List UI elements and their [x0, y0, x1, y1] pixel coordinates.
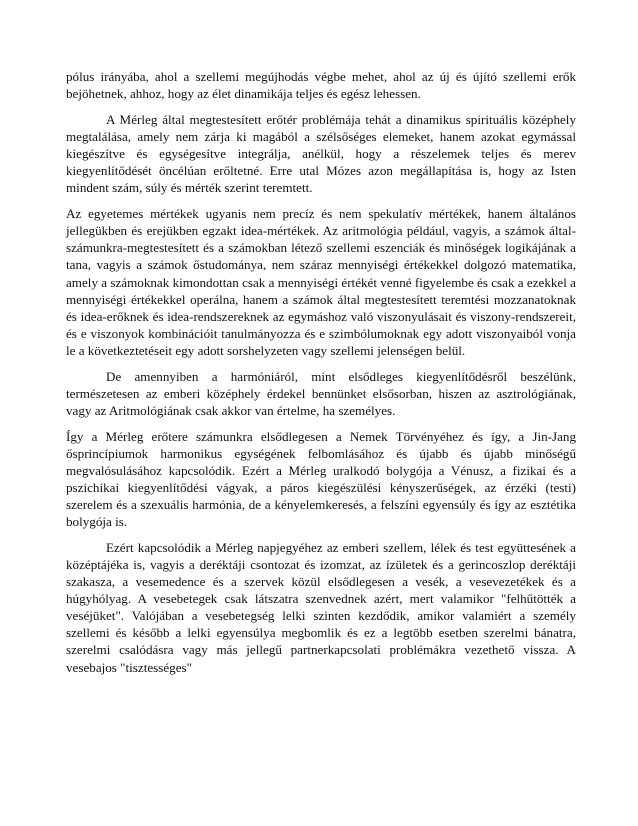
paragraph-6: Ezért kapcsolódik a Mérleg napjegyéhez az emberi szellem, lélek és test együttesének a középtájéka is, vagyis a deréktáji csontozat és izomzat, az ízületek és a gerincoszlop deréktáji szakasza, a vesemedence és a szervek közül elsődlegesen a vesék, a vesevezetékek és a húgyhólyag. A vesebetegek csak látszatra szenvednek azért, mert valamikor "felhűtötték a veséjüket". Valójában a vesebetegség lelki szinten kezdődik, amikor valamiért a személy szellemi és később a lelki egyensúlya megbomlik és ez a legtöbb esetben szerelmi bánatra, szerelmi csalódásra vagy más jellegű partnerkapcsolati problémákra vezethető vissza. A vesebajos "tisztességes"	[66, 540, 576, 675]
paragraph-5: Így a Mérleg erőtere számunkra elsődlegesen a Nemek Törvényéhez és így, a Jin-Jang ősprincípiumok harmonikus egységének felbomlásához és újabb és újabb minőségű megvalósulásához kapcsolódik. Ezért a Mérleg uralkodó bolygója a Vénusz, a fizikai és a pszichikai kiegyenlítődési vágyak, a páros kiegészülési kényszerűségek, az érzéki (testi) szerelem és a szexuális harmónia, de a kényelemkeresés, a felszíni egyensúly és így az esztétika bolygója is.	[66, 428, 576, 530]
paragraph-4: De amennyiben a harmóniáról, mint elsődleges kiegyenlítődésről beszélünk, természetesen az emberi középhely érdekel bennünket elsősorban, hiszen az asztrológiának, vagy az Aritmológiának csak akkor van értelme, ha személyes.	[66, 368, 576, 418]
document-page	[66, 68, 576, 685]
paragraph-3: Az egyetemes mértékek ugyanis nem precíz és nem spekulatív mértékek, hanem általános jellegükben és erejükben egzakt idea-mértékek. Az aritmológia például, vagyis, a számok által-számunkra-megtestesített és a számokban létező szellemi eszenciák és minőségek logikájának a tana, vagyis a számok őstudománya, nem száraz mennyiségi értékekkel dolgozó matematika, amely a számoknak kimondottan csak a mennyiségi értékét venné figyelembe és csak a ezekkel a mennyiségi értékekkel operálna, hanem a számok által megtestesített teremtési mozzanatoknak és idea-erőknek és idea-rendszereknek az egymáshoz való viszonyulásait és viszony-rendszereit, és e viszonyok kombinációit tanulmányozza és e szimbólumoknak egy adott viszonyaiból vonja le a következtetéseit egy adott sorshelyzeten vagy szellemi jelenségen belül.	[66, 206, 576, 358]
paragraph-2: A Mérleg által megtestesített erőtér problémája tehát a dinamikus spirituális középhely megtalálása, amely nem zárja ki magából a szélsőséges elemeket, hanem azokat egymással kiegészítve és egységesítve integrálja, anélkül, hogy a részelemek teljes és merev kiegyenlítődését öncélúan erőltetné. Erre utal Mózes azon megállapítása is, hogy az Isten mindent szám, súly és mérték szerint teremtett.	[66, 112, 576, 196]
paragraph-1: pólus irányába, ahol a szellemi megújhodás végbe mehet, ahol az új és újító szellemi erők bejöhetnek, ahhoz, hogy az élet dinamikája teljes és egész lehessen.	[66, 69, 576, 102]
